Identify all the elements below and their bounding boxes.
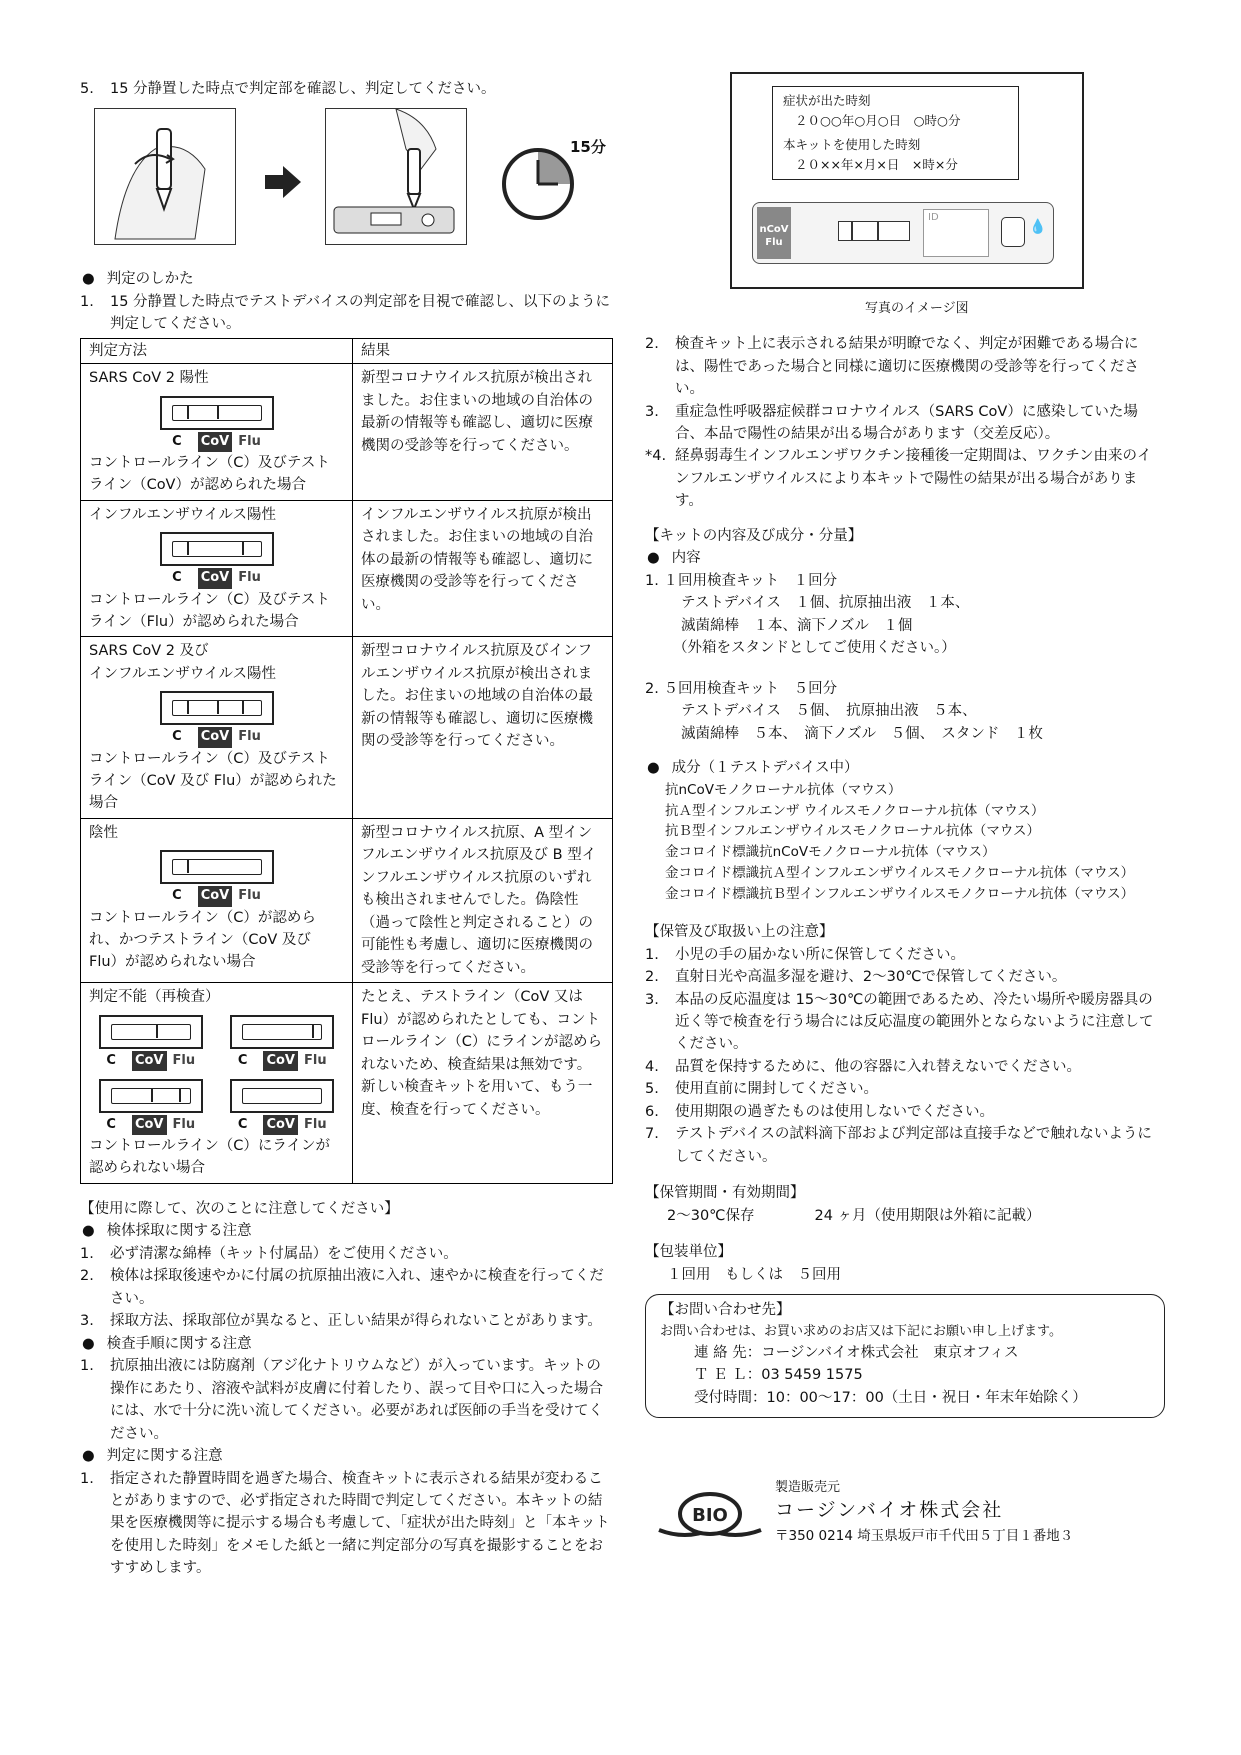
list-item: 抗Ｂ型インフルエンザウイルスモノクローナル抗体（マウス）	[665, 823, 1041, 840]
contact-intro: お問い合わせは、お買い求めのお店又は下記にお願い申し上げます。	[660, 1323, 1062, 1339]
shelf-title: 【保管期間・有効期間】	[645, 1185, 805, 1202]
test-device-icon	[752, 202, 1054, 264]
list-item: 金コロイド標識抗Ａ型インフルエンザウイルスモノクローナル抗体（マウス）	[665, 865, 1135, 882]
device-brand: nCoV Flu	[757, 207, 791, 259]
device-id-box: ID	[923, 209, 989, 257]
table-row	[81, 818, 613, 982]
kit-item1-head: 1. １回用検査キット １回分	[645, 572, 838, 589]
strip-labels: C CoV Flu	[89, 1115, 213, 1135]
strip-labels: C CoV Flu	[89, 727, 344, 747]
shelf-text: 2～30℃保存 24 ヶ月（使用期限は外箱に記載）	[667, 1207, 1041, 1224]
symptom-label: 症状が出た時刻	[783, 93, 871, 108]
kit-contents-label: ● 内容	[645, 547, 1165, 569]
usage-title: 【使用に際して、次のことに注意してください】	[80, 1200, 399, 1217]
step5-text: 15 分静置した時点で判定部を確認し、判定してください。	[110, 81, 496, 97]
kit-section	[645, 525, 1165, 905]
invalid-strips	[89, 1009, 344, 1135]
usage-section	[80, 1198, 615, 1580]
header-method: 判定方法	[81, 338, 353, 363]
row-result: 新型コロナウイルス抗原が検出されました。お住まいの地域の自治体の最新の情報等も確認し、適切に医療機関の受診等を行ってください。	[353, 364, 613, 501]
package-title: 【包装単位】	[645, 1244, 732, 1261]
row-title: 陰性	[89, 824, 118, 841]
maker-block	[645, 1468, 1165, 1558]
list-item: 3. 重症急性呼吸器症候群コロナウイルス（SARS CoV）に感染していた場合、本品で陽性の結果が出る場合があります（交差反応）。	[645, 403, 1138, 443]
list-item: 2. 直射日光や高温多湿を避け、2～30℃で保管してください。	[645, 969, 1067, 986]
list-item: 1. 必ず清潔な綿棒（キット付属品）をご使用ください。	[80, 1245, 458, 1262]
row-title: SARS CoV 2 及び インフルエンザウイルス陽性	[89, 643, 277, 682]
kit-item2-line: 滅菌綿棒 ５本、 滴下ノズル ５個、 スタンド １枚	[681, 725, 1043, 742]
row-result: たとえ、テストライン（CoV 又は Flu）が認められたとしても、コントロールライン（C）にラインが認められないため、検査結果は無効です。新しい検査キットを用いて、もう一度、検査を行ってください。	[353, 983, 613, 1184]
photo-example	[730, 72, 1084, 289]
kit-title: 【キットの内容及び成分・分量】	[645, 527, 863, 544]
package-text: １回用 もしくは ５回用	[667, 1266, 841, 1283]
usage-sub3: ● 判定に関する注意	[80, 1445, 615, 1467]
left-column	[80, 78, 615, 1580]
sample-well-icon	[1001, 217, 1025, 247]
contact-title: 【お問い合わせ先】	[660, 1302, 791, 1319]
right-column	[645, 72, 1165, 1558]
row-description: コントロールライン（C）及びテストライン（CoV）が認められた場合	[89, 454, 330, 494]
usage-sub2: ● 検査手順に関する注意	[80, 1333, 615, 1355]
test-strip-icon	[230, 1079, 334, 1113]
test-strip-icon	[160, 396, 274, 430]
use-value: ２０××年×月×日 ×時×分	[795, 157, 958, 172]
list-item: 金コロイド標識抗nCoVモノクローナル抗体（マウス）	[665, 844, 996, 861]
contact-hours: 受付時間：10：00～17：00（土日・祝日・年末年始除く）	[694, 1389, 1087, 1406]
list-item: 5. 使用直前に開封してください。	[645, 1081, 878, 1098]
memo-box	[772, 86, 1019, 180]
row-result: 新型コロナウイルス抗原、A 型インフルエンザウイルス抗原及び B 型インフルエンザウイルス抗原のいずれも検出されませんでした。偽陰性（過って陰性と判定されること）の可能性も考慮し、適切に医療機関の受診等を行ってください。	[353, 818, 613, 982]
device-window	[838, 221, 910, 241]
list-item: 1. 指定された静置時間を過ぎた場合、検査キットに表示される結果が変わることがありますので、必ず指定された時間で判定してください。本キットの結果を医療機関等に提示する場合も考慮して、「症状が出た時刻」と「本キットを使用した時刻」をメモした紙と一緒に判定部分の写真を撮影することをおすすめします。	[80, 1470, 610, 1577]
list-item: 1. 小児の手の届かない所に保管してください。	[645, 946, 965, 963]
ingredients-label: ● 成分（１テストデバイス中）	[645, 757, 1165, 779]
strip-labels: C CoV Flu	[89, 568, 344, 588]
test-strip-icon	[160, 850, 274, 884]
row-result: インフルエンザウイルス抗原が検出されました。お住まいの地域の自治体の最新の情報等も確認し、適切に医療機関の受診等を行ってください。	[353, 500, 613, 637]
svg-text:BIO: BIO	[692, 1505, 728, 1527]
row-description: コントロールライン（C）及びテストライン（Flu）が認められた場合	[89, 591, 330, 630]
test-strip-icon	[160, 691, 274, 725]
list-item: 2. 検査キット上に表示される結果が明瞭でなく、判定が困難である場合には、陽性であった場合と同様に適切に医療機関の受診等を行ってください。	[645, 336, 1139, 398]
row-title: 判定不能（再検査）	[89, 989, 220, 1006]
list-item: 金コロイド標識抗Ｂ型インフルエンザウイルスモノクローナル抗体（マウス）	[665, 886, 1135, 903]
clock-icon	[498, 144, 578, 231]
list-item: *4. 経鼻弱毒生インフルエンザワクチン接種後一定期間は、ワクチン由来のインフルエンザウイルスにより本キットで陽性の結果が出る場合があります。	[645, 448, 1152, 510]
judge-section-title: ● 判定のしかた	[80, 268, 615, 290]
list-item: 抗Ａ型インフルエンザ ウイルスモノクローナル抗体（マウス）	[665, 802, 1045, 819]
arrow-right-icon	[265, 166, 301, 205]
use-label: 本キットを使用した時刻	[783, 137, 921, 152]
test-strip-icon	[99, 1015, 203, 1049]
dropper-illustration	[94, 108, 236, 245]
shelf-section	[645, 1182, 1165, 1227]
list-item: 3. 本品の反応温度は 15～30℃の範囲であるため、冷たい場所や暖房器具の近く等で検査を行う場合には反応温度の範囲外とならないように注意してください。	[645, 991, 1154, 1053]
list-item: 4. 品質を保持するために、他の容器に入れ替えないでください。	[645, 1058, 1081, 1075]
list-item: 7. テストデバイスの試料滴下部および判定部は直接手などで触れないようにしてください。	[645, 1126, 1152, 1165]
judge-section	[80, 268, 615, 1183]
contact-tel: Ｔ Ｅ Ｌ：03 5459 1575	[694, 1367, 863, 1384]
step5	[80, 78, 615, 100]
maker-company: コージンバイオ株式会社	[775, 1499, 1004, 1522]
maker-address: 〒350 0214 埼玉県坂戸市千代田５丁目１番地３	[775, 1528, 1074, 1545]
judge-item1: 1. 15 分静置した時点でテストデバイスの判定部を目視で確認し、以下のように判定してください。	[80, 291, 615, 336]
row-description: コントロールライン（C）にラインが認められない場合	[89, 1137, 330, 1177]
list-item: 3. 採取方法、採取部位が異なると、正しい結果が得られないことがあります。	[80, 1313, 602, 1330]
symptom-value: ２０○○年○月○日 ○時○分	[795, 113, 961, 128]
company-logo	[655, 1490, 765, 1553]
row-description: コントロールライン（C）及びテストライン（CoV 及び Flu）が認められた場合	[89, 750, 337, 812]
storage-title: 【保管及び取扱い上の注意】	[645, 924, 834, 941]
row-description: コントロールライン（C）が認められ、かつテストライン（CoV 及び Flu）が認められない場合	[89, 909, 316, 971]
step5-number: 5.	[80, 81, 94, 97]
list-item: 抗nCoVモノクローナル抗体（マウス）	[665, 781, 902, 798]
row-title: インフルエンザウイルス陽性	[89, 506, 277, 523]
test-strip-icon	[160, 532, 274, 566]
judge-item1-text: 15 分静置した時点でテストデバイスの判定部を目視で確認し、以下のように判定してください。	[110, 293, 610, 333]
table-row	[81, 983, 613, 1184]
contact-box	[645, 1294, 1165, 1418]
test-strip-icon	[230, 1015, 334, 1049]
strip-labels: C CoV Flu	[221, 1051, 345, 1071]
right-notes	[645, 333, 1165, 513]
judgement-table	[80, 338, 613, 1184]
photo-caption: 写真のイメージ図	[865, 301, 969, 316]
kit-item1-line: （外箱をスタンドとしてご使用ください。）	[673, 640, 956, 657]
contact-name: 連 絡 先：コージンバイオ株式会社 東京オフィス	[694, 1344, 1019, 1361]
list-item: 1. 抗原抽出液には防腐剤（アジ化ナトリウムなど）が入っています。キットの操作にあたり、溶液や試料が皮膚に付着したり、誤って目や口に入った場合には、水で十分に洗い流してください。必要があれば医師の手当を受けてください。	[80, 1358, 603, 1442]
package-section	[645, 1241, 1165, 1286]
table-row	[81, 637, 613, 818]
maker-role: 製造販売元	[775, 1480, 841, 1496]
table-row	[81, 364, 613, 501]
kit-item2-head: 2. ５回用検査キット ５回分	[645, 680, 838, 697]
strip-labels: C CoV Flu	[89, 1051, 213, 1071]
storage-section	[645, 921, 1165, 1168]
ingredients-list	[645, 780, 1165, 906]
row-result: 新型コロナウイルス抗原及びインフルエンザウイルス抗原が検出されました。お住まいの地域の自治体の最新の情報等も確認し、適切に医療機関の受診等を行ってください。	[353, 637, 613, 818]
table-row	[81, 500, 613, 637]
kit-item1-line: テストデバイス １個、抗原抽出液 １本、	[681, 595, 970, 612]
kit-item2-line: テストデバイス ５個、 抗原抽出液 ５本、	[681, 703, 977, 720]
step5-illustrations	[80, 106, 615, 256]
list-item: 6. 使用期限の過ぎたものは使用しないでください。	[645, 1103, 994, 1120]
header-result: 結果	[353, 338, 613, 363]
strip-labels: C CoV Flu	[89, 432, 344, 452]
droplet-icon: 💧	[1029, 219, 1047, 235]
list-item: 2. 検体は採取後速やかに付属の抗原抽出液に入れ、速やかに検査を行ってください。	[80, 1268, 604, 1307]
test-strip-icon	[99, 1079, 203, 1113]
timer-label: 15分	[570, 138, 606, 157]
usage-sub1: ● 検体採取に関する注意	[80, 1220, 615, 1242]
strip-labels: C CoV Flu	[89, 886, 344, 906]
table-header	[81, 338, 613, 363]
drop-onto-device-illustration	[325, 108, 467, 245]
row-title: SARS CoV 2 陽性	[89, 370, 209, 387]
strip-labels: C CoV Flu	[221, 1115, 345, 1135]
kit-item1-line: 滅菌綿棒 １本、滴下ノズル １個	[681, 617, 913, 634]
